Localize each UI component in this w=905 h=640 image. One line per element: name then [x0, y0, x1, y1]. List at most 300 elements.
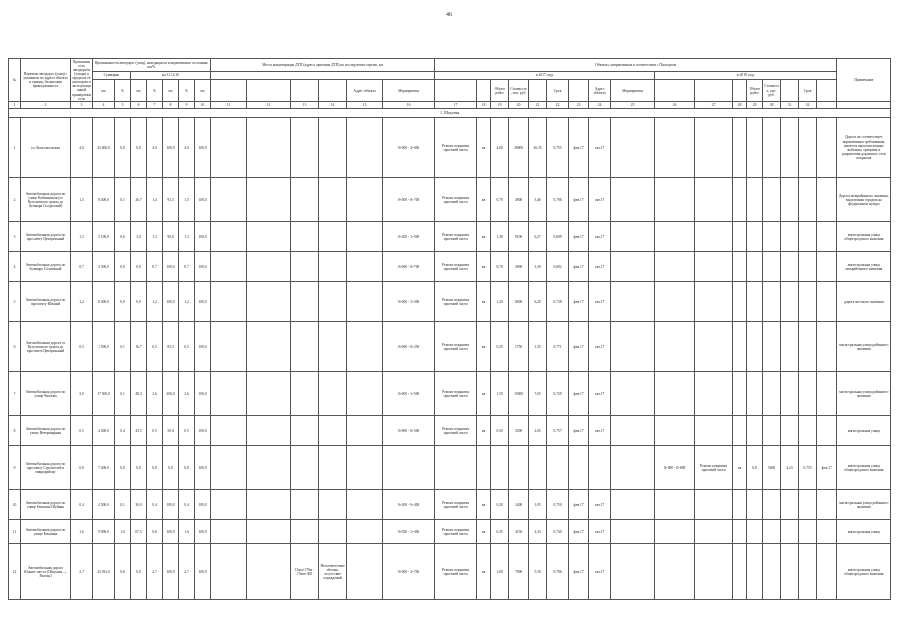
cell-term18 [817, 282, 837, 322]
cell-area18 [763, 282, 781, 322]
cell-unit: кв [477, 322, 491, 372]
cell-term: фев.17 [569, 520, 589, 544]
empty-cell [211, 178, 247, 222]
cell-dtp [291, 222, 319, 252]
table-body [9, 109, 891, 600]
cell-unit18 [733, 118, 747, 178]
cell-p18 [799, 490, 817, 520]
empty-cell [611, 416, 655, 446]
table-row [9, 282, 891, 322]
cell-len: 1,3 [71, 222, 93, 252]
cell-area: 1750 [509, 322, 529, 372]
column-number: 28 [733, 102, 747, 109]
table-row [9, 544, 891, 600]
column-number: 5 [115, 102, 131, 109]
cell-p18 [799, 544, 817, 600]
cell-dtp_reason [319, 416, 347, 446]
cell-len: 0,8 [71, 446, 93, 490]
cell-qty: 4,00 [491, 118, 509, 178]
cell-qty18 [747, 416, 763, 446]
cell-dtp [291, 372, 319, 416]
cell-name: Автомобильная дорога по проспекту Центральный [21, 222, 71, 252]
cell-t2 [589, 446, 611, 490]
group-fact-header: Места концентрации ДТП (адреса, причины ДТП) на исследуемом отрезке, км [211, 59, 435, 72]
cell-note: магистральная улица районного значения [837, 322, 891, 372]
cell-v6: 4,0 [179, 118, 195, 178]
cell-cost: 3,46 [529, 178, 547, 222]
empty-cell [611, 520, 655, 544]
cell-addr: 0+050 - 1+400 [383, 520, 435, 544]
cell-qty: 1,30 [491, 222, 509, 252]
empty-cell [211, 372, 247, 416]
cell-work18 [695, 544, 733, 600]
sub-total-header: Суммарно [93, 71, 131, 79]
cell-cost18 [781, 490, 799, 520]
cell-dtp_reason [319, 446, 347, 490]
cell-dtp [291, 118, 319, 178]
cell-v5: 90,0 [163, 222, 179, 252]
cell-unit18 [733, 544, 747, 600]
empty-cell [247, 322, 291, 372]
h-km3: км [163, 80, 179, 102]
cell-addr18 [655, 490, 695, 520]
cell-addr18 [655, 222, 695, 252]
cell-unit18 [733, 282, 747, 322]
cell-area18 [763, 322, 781, 372]
cell-addr18 [655, 252, 695, 282]
cell-dtp [291, 446, 319, 490]
cell-area18 [763, 252, 781, 282]
cell-unit: кв [477, 282, 491, 322]
h-p2 [529, 80, 547, 102]
cell-p18 [799, 416, 817, 446]
cell-term18 [817, 178, 837, 222]
cell-addr: 0+200 - 0+400 [383, 490, 435, 520]
cell-cost: 1,05 [529, 490, 547, 520]
empty-cell [611, 222, 655, 252]
cell-name: Автомобильная дорога по улице Бекшина [21, 520, 71, 544]
empty-cell [211, 446, 247, 490]
cell-note: магистральная улица районного значения [837, 372, 891, 416]
cell-cost: 2,33 [529, 520, 547, 544]
cell-dtp [291, 282, 319, 322]
cell-area18 [763, 372, 781, 416]
cell-unit: кв [477, 222, 491, 252]
cell-term18 [817, 372, 837, 416]
cell-addr18 [655, 322, 695, 372]
cell-v3: 67,5 [131, 520, 147, 544]
cell-v2: 0,1 [115, 322, 131, 372]
cell-v5: 100,0 [163, 544, 179, 600]
cell-v2: 0,1 [115, 178, 131, 222]
cell-addr18 [655, 520, 695, 544]
cell-v6: 2,6 [179, 372, 195, 416]
column-number: 18 [477, 102, 491, 109]
table-row [9, 416, 891, 446]
cell-v6: 2,7 [179, 544, 195, 600]
cell-qty18 [747, 178, 763, 222]
cell-work: Ремонт покрытия проезжей части [435, 282, 477, 322]
cell-dtp_reason [319, 322, 347, 372]
cell-n: 10 [9, 490, 21, 520]
h-term: Срок [547, 80, 569, 102]
empty-cell [347, 322, 383, 372]
empty-cell [347, 252, 383, 282]
column-number: 30 [763, 102, 781, 109]
cell-v5: 93,3 [163, 178, 179, 222]
empty-cell [347, 490, 383, 520]
empty-cell [611, 322, 655, 372]
cell-addr: 0+000 - 2+700 [383, 544, 435, 600]
cell-note: дорога местного значения [837, 282, 891, 322]
cell-v6: 0,5 [179, 322, 195, 372]
table-row [9, 222, 891, 252]
cell-unit18 [733, 178, 747, 222]
cell-cost: 2,65 [529, 416, 547, 446]
cell-v1: 5 100,0 [93, 222, 115, 252]
cell-note: магистральная улица общегородского значения [837, 446, 891, 490]
column-number: 14 [319, 102, 347, 109]
cell-v5: 100,0 [163, 490, 179, 520]
cell-v4: 4,0 [147, 118, 163, 178]
cell-t2: окт.17 [589, 282, 611, 322]
column-number: 8 [163, 102, 179, 109]
cell-area: 4900 [509, 252, 529, 282]
empty-cell [247, 252, 291, 282]
column-number: 3 [71, 102, 93, 109]
cell-work: Ремонт покрытия проезжей части [435, 416, 477, 446]
cell-cost: 6,27 [529, 222, 547, 252]
cell-addr: 0+000 - 0+500 [383, 416, 435, 446]
cell-dtp [291, 178, 319, 222]
h-area18: Объем работ [747, 80, 763, 102]
cell-n: 4 [9, 252, 21, 282]
cell-work18 [695, 252, 733, 282]
column-number: 22 [547, 102, 569, 109]
cell-v3: 0,0 [131, 446, 147, 490]
column-number: 11 [211, 102, 247, 109]
cell-cost: 3,39 [529, 252, 547, 282]
sub-on-header: на 31.12.16 [131, 71, 211, 79]
cell-v6: 0,8 [179, 446, 195, 490]
cell-term: фев.17 [569, 416, 589, 446]
cell-cost18 [781, 544, 799, 600]
h-addr-dtp [211, 80, 247, 102]
cell-term18 [817, 520, 837, 544]
empty-cell [611, 446, 655, 490]
cell-note: магистральная улица [837, 520, 891, 544]
empty-cell [247, 446, 291, 490]
empty-cell [211, 222, 247, 252]
cell-v2: 0,4 [115, 416, 131, 446]
cell-work [435, 446, 477, 490]
cell-area18 [763, 118, 781, 178]
h-address18: Адрес объекта [589, 80, 611, 102]
column-number-row [9, 102, 891, 109]
cell-qty: 0,25 [491, 322, 509, 372]
road-register-table [8, 58, 891, 600]
cell-term18 [817, 252, 837, 282]
cell-area: 28000 [509, 118, 529, 178]
cell-len: 4,0 [71, 118, 93, 178]
cell-p18 [799, 178, 817, 222]
cell-area: 4900 [509, 178, 529, 222]
empty-cell [247, 222, 291, 252]
cell-unit18 [733, 372, 747, 416]
cell-cost18 [781, 372, 799, 416]
empty-cell [247, 372, 291, 416]
cell-v7: 100,0 [195, 372, 211, 416]
cell-work: Ремонт покрытия проезжей части [435, 490, 477, 520]
cell-unit18 [733, 490, 747, 520]
column-number: 24 [589, 102, 611, 109]
cell-dtp [291, 416, 319, 446]
cell-v6: 0,4 [179, 490, 195, 520]
cell-v7: 100,0 [195, 544, 211, 600]
empty-cell [347, 520, 383, 544]
cell-work18 [695, 490, 733, 520]
cell-t2: окт.17 [589, 322, 611, 372]
empty-cell [347, 372, 383, 416]
h-blank18 [655, 80, 695, 102]
cell-p18 [799, 282, 817, 322]
column-number [817, 102, 837, 109]
empty-cell [211, 322, 247, 372]
page-number: 46 [446, 12, 452, 18]
empty-cell [611, 282, 655, 322]
cell-name: Автомобильная дорога по улице Ветеринарная [21, 416, 71, 446]
col-no-header: № [9, 59, 21, 102]
cell-qty: 0,45 [491, 520, 509, 544]
cell-term18 [817, 490, 837, 520]
cell-v4: 0,4 [147, 490, 163, 520]
cell-work18: Ремонт покрытия проезжей части [695, 446, 733, 490]
cell-cost18 [781, 178, 799, 222]
empty-cell [247, 178, 291, 222]
cell-p2: 0,750 [547, 490, 569, 520]
cell-v7: 100,0 [195, 322, 211, 372]
cell-cost18 [781, 282, 799, 322]
cell-term: фев.17 [569, 490, 589, 520]
cell-v2: 0,0 [115, 252, 131, 282]
column-number: 4 [93, 102, 115, 109]
h-qty18 [733, 80, 747, 102]
cell-p18 [799, 222, 817, 252]
cell-name: Автомобильная дорога по проспекту Строителей и микрорайону [21, 446, 71, 490]
cell-work18 [695, 416, 733, 446]
cell-v5: 0,0 [163, 446, 179, 490]
cell-name: Автомобильная дорога по улице Чкалова [21, 372, 71, 416]
cell-area18 [763, 490, 781, 520]
cell-len: 1,6 [71, 520, 93, 544]
cell-cost: 6,20 [529, 282, 547, 322]
cell-v4: 2,7 [147, 544, 163, 600]
cell-p18 [799, 118, 817, 178]
cell-cost18 [781, 416, 799, 446]
cell-dtp [291, 490, 319, 520]
cell-addr: 0+000 - 1+200 [383, 282, 435, 322]
cell-t2: окт.17 [589, 178, 611, 222]
cell-cost: 5,50 [529, 544, 547, 600]
cell-area: 7000 [509, 544, 529, 600]
empty-cell [347, 446, 383, 490]
cell-qty [491, 446, 509, 490]
cell-len: 0,5 [71, 322, 93, 372]
cell-n: 9 [9, 446, 21, 490]
cell-unit: кв [477, 252, 491, 282]
cell-qty: 0,20 [491, 490, 509, 520]
empty-cell [611, 178, 655, 222]
empty-cell [247, 118, 291, 178]
h-term18: Срок [799, 80, 817, 102]
cell-v1: 8 400,0 [93, 178, 115, 222]
empty-cell [347, 118, 383, 178]
cell-area18: 5600 [763, 446, 781, 490]
cell-area18 [763, 544, 781, 600]
table-row [9, 252, 891, 282]
cell-area: 8400 [509, 282, 529, 322]
cell-v5: 50,0 [163, 416, 179, 446]
cell-work: Ремонт покрытия проезжей части [435, 544, 477, 600]
cell-area: 9100 [509, 222, 529, 252]
cell-len: 0,5 [71, 416, 93, 446]
cell-dtp: 15км+170м - 15км+300 [291, 544, 319, 600]
cell-v7: 100,0 [195, 490, 211, 520]
cell-addr: 0+000 - 0+700 [383, 252, 435, 282]
cell-area18 [763, 222, 781, 252]
cell-t2: окт.17 [589, 252, 611, 282]
empty-cell [347, 416, 383, 446]
column-number: 32 [799, 102, 817, 109]
cell-v2: 1,0 [115, 520, 131, 544]
cell-cost18 [781, 222, 799, 252]
h-addr2 [291, 80, 319, 102]
cell-v5: 100,0 [163, 520, 179, 544]
cell-p2: 0,689 [547, 222, 569, 252]
cell-name: Автомобильная дорога по улице Бекшина Шуйная [21, 490, 71, 520]
cell-qty: 0,50 [491, 416, 509, 446]
cell-note: магистральная улица районного значения [837, 490, 891, 520]
cell-term: фев.17 [569, 544, 589, 600]
cell-term18 [817, 322, 837, 372]
cell-qty18 [747, 222, 763, 252]
empty-cell [347, 544, 383, 600]
cell-qty: 1,00 [491, 544, 509, 600]
empty-cell [211, 252, 247, 282]
cell-p2: 0,706 [547, 178, 569, 222]
cell-unit18 [733, 252, 747, 282]
column-number: 26 [655, 102, 695, 109]
cell-unit: кв [477, 544, 491, 600]
year-2018-header: в 2018 году [655, 71, 837, 79]
cell-addr18 [655, 372, 695, 416]
cell-p2: 0,738 [547, 282, 569, 322]
cell-n: 6 [9, 322, 21, 372]
empty-cell [211, 520, 247, 544]
cell-addr18 [655, 118, 695, 178]
column-number: 27 [695, 102, 733, 109]
sub-fact-blank [211, 71, 435, 79]
cell-v3: 0,0 [131, 252, 147, 282]
table-row [9, 118, 891, 178]
h-area: Объем работ [491, 80, 509, 102]
cell-dtp_reason [319, 372, 347, 416]
group-objects-header: Объекты, направленные в соответствии с Паспортом [435, 59, 837, 72]
column-number: 23 [569, 102, 589, 109]
cell-work18 [695, 282, 733, 322]
h-qty [477, 80, 491, 102]
cell-v2: 0,0 [115, 118, 131, 178]
cell-name: Автомобильная дорога по бульвару Солнечный [21, 252, 71, 282]
cell-v4: 2,6 [147, 372, 163, 416]
column-number: 7 [147, 102, 163, 109]
cell-v7: 100,0 [195, 222, 211, 252]
column-number: 6 [131, 102, 147, 109]
h-cost: Стоимость, тыс. руб. [509, 80, 529, 102]
cell-v2: 0,6 [115, 222, 131, 252]
h-t2 [569, 80, 589, 102]
empty-cell [247, 520, 291, 544]
column-number: 13 [291, 102, 319, 109]
column-number: 29 [747, 102, 763, 109]
cell-addr18 [655, 416, 695, 446]
cell-len: 0,7 [71, 252, 93, 282]
cell-n: 1 [9, 118, 21, 178]
h-measures18: Мероприятия [611, 80, 655, 102]
cell-v4: 0,6 [147, 520, 163, 544]
cell-area18 [763, 178, 781, 222]
h-addr3 [319, 80, 347, 102]
h-unit18 [695, 80, 733, 102]
cell-addr: 0+000 - 0+250 [383, 322, 435, 372]
table-row [9, 178, 891, 222]
cell-v6: 1,5 [179, 178, 195, 222]
cell-cost: 1,35 [529, 322, 547, 372]
cell-n: 11 [9, 520, 21, 544]
cell-p18 [799, 520, 817, 544]
empty-cell [211, 282, 247, 322]
h-km2: км [131, 80, 147, 102]
cell-addr: 0+000 - 1+500 [383, 372, 435, 416]
cell-t2: окт.17 [589, 520, 611, 544]
cell-term18 [817, 416, 837, 446]
cell-unit: кв [477, 520, 491, 544]
cell-p2: 0,771 [547, 322, 569, 372]
column-number: 1 [9, 102, 21, 109]
cell-unit18 [733, 222, 747, 252]
h-cost18: Стоимость, тыс. руб. [763, 80, 781, 102]
cell-addr18 [655, 178, 695, 222]
cell-work18 [695, 118, 733, 178]
cell-qty18: 0,8 [747, 446, 763, 490]
column-number: 20 [509, 102, 529, 109]
cell-dtp_reason [319, 252, 347, 282]
cell-n: 2 [9, 178, 21, 222]
cell-cost: 26,35 [529, 118, 547, 178]
cell-v1: 17 500,0 [93, 372, 115, 416]
cell-work18 [695, 322, 733, 372]
cell-n: 5 [9, 282, 21, 322]
cell-work18 [695, 222, 733, 252]
cell-dtp_reason [319, 282, 347, 322]
cell-v5: 100,0 [163, 252, 179, 282]
cell-dtp_reason [319, 222, 347, 252]
register-sheet [8, 58, 889, 607]
empty-cell [347, 222, 383, 252]
empty-cell [611, 544, 655, 600]
col-note-header: Примечание [837, 59, 891, 102]
cell-name: Автомобильная дорога от Кутузовского тракта до проспекта Центральный [21, 322, 71, 372]
